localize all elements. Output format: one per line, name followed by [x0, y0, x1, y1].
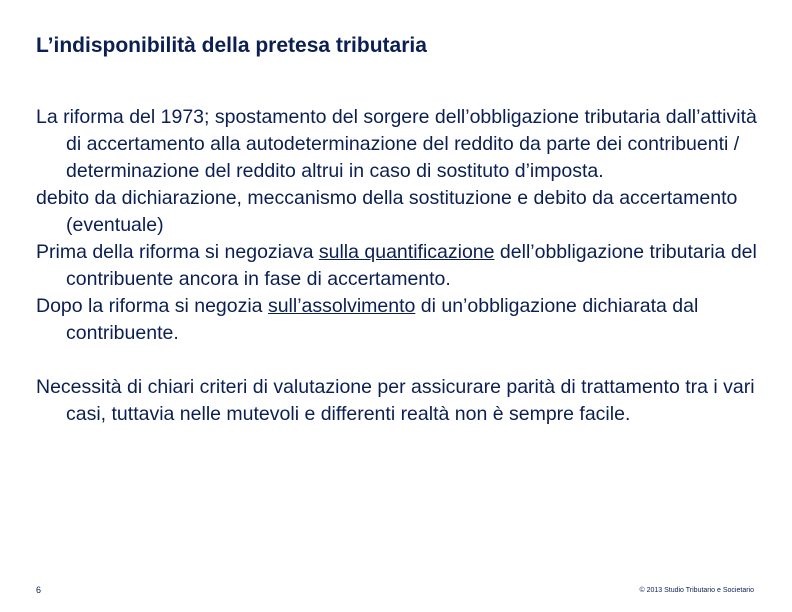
slide-body [36, 104, 766, 428]
paragraph-necessita: Necessità di chiari criteri di valutazione per assicurare parità di trattamento tra i vari casi, tuttavia nelle mutevoli e differenti realtà non è sempre facile. [36, 376, 755, 425]
slide-title: L’indisponibilità della pretesa tributaria [36, 34, 427, 57]
underlined-text: sull’assolvimento [267, 295, 416, 317]
paragraph-riforma-1973: La riforma del 1973; spostamento del sorgere dell’obbligazione tributaria dall’attività di accertamento alla autodeterminazione del reddito da parte dei contribuenti / determinazione del reddito altrui in caso di sostituto d’imposta. [36, 106, 757, 182]
paragraph-dopo-la-riforma [36, 293, 766, 347]
text-segment: di un’obbligazione dichiarata dal contribuente. [66, 295, 699, 344]
underlined-text: sulla quantificazione [318, 241, 495, 263]
paragraph-prima-della-riforma [36, 239, 766, 293]
page-number: 6 [36, 585, 42, 595]
text-segment: Prima della riforma si negoziava [36, 241, 319, 263]
text-segment: Dopo la riforma si negozia [36, 295, 268, 317]
paragraph-debito: debito da dichiarazione, meccanismo della sostituzione e debito da accertamento (eventuale) [36, 187, 738, 236]
text-segment: dell’obbligazione tributaria del contribuente ancora in fase di accertamento. [66, 241, 757, 290]
copyright-notice: © 2013 Studio Tributario e Societario [639, 587, 754, 594]
